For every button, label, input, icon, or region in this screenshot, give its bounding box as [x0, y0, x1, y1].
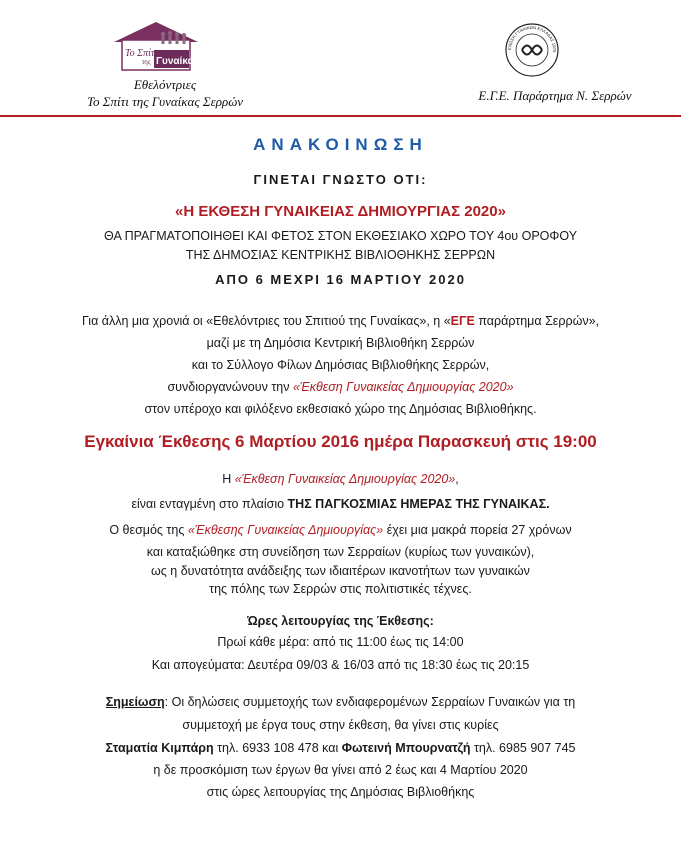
hours-afternoon: Και απογεύματα: Δευτέρα 09/03 & 16/03 από τις 18:30 έως τις 20:15 — [151, 658, 530, 672]
opening-announcement: Εγκαίνια Έκθεσης 6 Μαρτίου 2016 ημέρα Παρασκευή στις 19:00 — [84, 432, 597, 451]
seal-text: ΕΝΩΣΗ ΓΥΝΑΙΚΩΝ ΕΛΛΑΔΑΣ 1976 — [506, 24, 558, 53]
framework-line-2: είναι ενταγμένη στο πλαίσιο ΤΗΣ ΠΑΓΚΟΣΜΙΑΣ ΗΜΕΡΑΣ ΤΗΣ ΓΥΝΑΙΚΑΣ. — [131, 497, 550, 511]
note-line-3: Σταματία Κιμπάρη τηλ. 6933 108 478 και Φωτεινή Μπουρνατζή τηλ. 6985 907 745 — [105, 741, 576, 755]
intro-line-4: συνδιοργανώνουν την «Έκθεση Γυναικείας Δημιουργίας 2020» — [167, 380, 514, 394]
hours-heading: Ώρες λειτουργίας της Έκθεσης: — [247, 614, 434, 628]
venue-line-1: ΘΑ ΠΡΑΓΜΑΤΟΠΟΙΗΘΕΙ ΚΑΙ ΦΕΤΟΣ ΣΤΟΝ ΕΚΘΕΣΙΑΚΟ ΧΩΡΟ ΤΟΥ 4ου ΟΡΟΦΟΥ — [103, 229, 578, 243]
intro-line-3: και το Σύλλογο Φίλων Δημόσιας Βιβλιοθήκης Σερρών, — [191, 358, 490, 372]
note-line-2: συμμετοχή με έργα τους στην έκθεση, θα γίνει στις κυρίες — [182, 718, 499, 732]
hours-morning: Πρωί κάθε μέρα: από τις 11:00 έως τις 14:00 — [217, 635, 464, 649]
header-divider — [0, 115, 681, 117]
history-line-2: και καταξιώθηκε στη συνείδηση των Σερραίων (κυρίως των γυναικών), — [146, 545, 535, 559]
intro-line-1: Για άλλη μια χρονιά οι «Εθελόντριες του Σπιτιού της Γυναίκας», η «ΕΓΕ παράρτημα Σερρών», — [81, 314, 600, 328]
caption-right: Ε.Γ.Ε. Παράρτημα Ν. Σερρών — [478, 88, 632, 103]
history-line-3: ως η δυνατότητα ανάδειξης των ιδιαιτέρων ικανοτήτων των γυναικών — [151, 564, 530, 578]
exhibition-title: «Η ΕΚΘΕΣΗ ΓΥΝΑΙΚΕΙΑΣ ΔΗΜΙΟΥΡΓΙΑΣ 2020» — [175, 203, 506, 220]
history-line-4: της πόλης των Σερρών στις πολιτιστικές τέχνες. — [209, 582, 472, 596]
note-line-4: η δε προσκόμιση των έργων θα γίνει από 2 έως και 4 Μαρτίου 2020 — [153, 763, 528, 777]
exhibition-dates: ΑΠΟ 6 ΜΕΧΡΙ 16 ΜΑΡΤΙΟΥ 2020 — [215, 272, 466, 287]
subtitle: ΓΙΝΕΤΑΙ ΓΝΩΣΤΟ ΟΤΙ: — [253, 172, 428, 187]
logo-text-1: Το Σπίτι — [125, 48, 158, 59]
history-line-1: Ο θεσμός της «Έκθεσης Γυναικείας Δημιουργίας» έχει μια μακρά πορεία 27 χρόνων — [109, 523, 572, 537]
association-seal-logo — [504, 22, 560, 78]
house-logo — [108, 20, 204, 72]
note-line-5: στις ώρες λειτουργίας της Δημόσιας Βιβλιοθήκης — [206, 785, 475, 799]
intro-line-2: μαζί με τη Δημόσια Κεντρική Βιβλιοθήκη Σερρών — [206, 336, 475, 350]
logo-text-3: Γυναίκας — [156, 56, 199, 67]
note-line-1: Σημείωση: Οι δηλώσεις συμμετοχής των ενδιαφερομένων Σερραίων Γυναικών για τη — [105, 695, 576, 709]
page-title: ΑΝΑΚΟΙΝΩΣΗ — [253, 135, 428, 154]
framework-line-1: Η «Έκθεση Γυναικείας Δημιουργίας 2020», — [222, 472, 459, 486]
intro-line-5: στον υπέροχο και φιλόξενο εκθεσιακό χώρο της Δημόσιας Βιβλιοθήκης. — [144, 402, 537, 416]
venue-line-2: ΤΗΣ ΔΗΜΟΣΙΑΣ ΚΕΝΤΡΙΚΗΣ ΒΙΒΛΙΟΘΗΚΗΣ ΣΕΡΡΩΝ — [185, 248, 496, 262]
logo-text-2: της — [142, 60, 151, 66]
caption-left-2: Το Σπίτι της Γυναίκας Σερρών — [86, 94, 244, 109]
caption-left-1: Εθελόντριες — [133, 77, 197, 92]
